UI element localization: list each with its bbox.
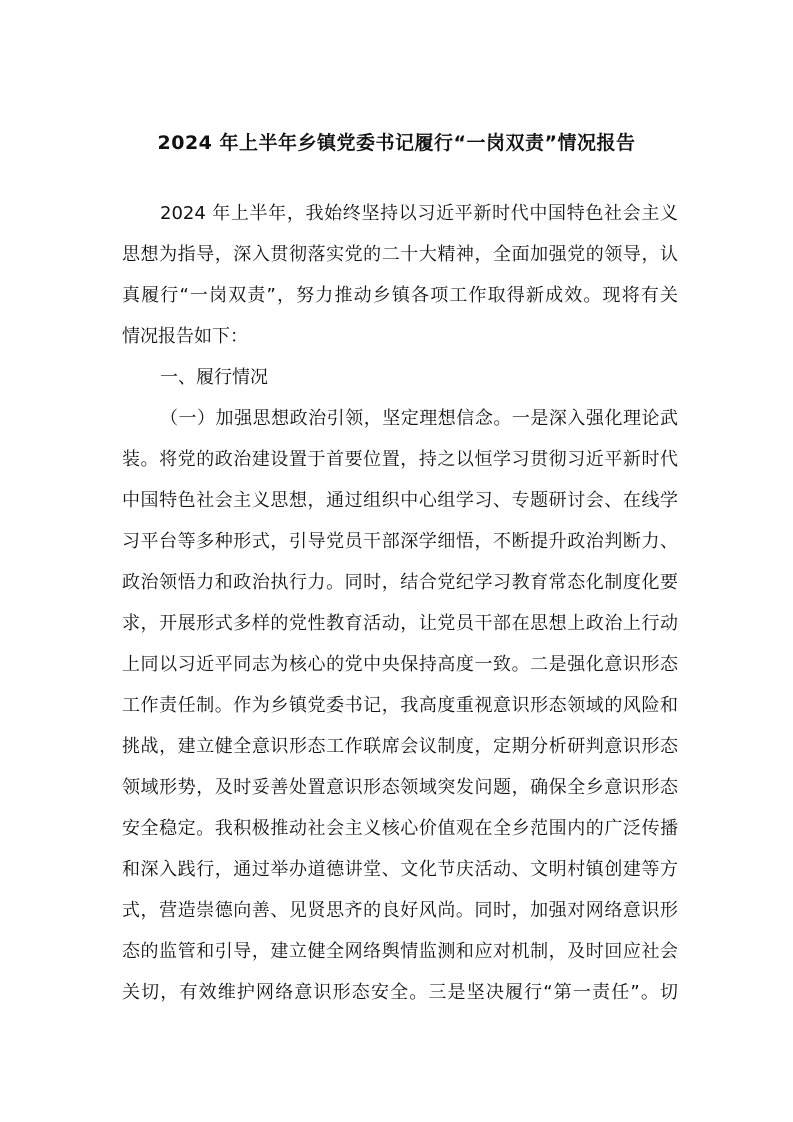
text-line: 中国特色社会主义思想，通过组织中心组学习、专题研讨会、在线学 (122, 490, 678, 511)
text-line: 政治领悟力和政治执行力。同时，结合党纪学习教育常态化制度化要 (122, 572, 678, 593)
text-line: 装。将党的政治建设置于首要位置，持之以恒学习贯彻习近平新时代 (122, 449, 678, 470)
text-line: 态的监管和引导，建立健全网络舆情监测和应对机制，及时回应社会 (122, 941, 678, 962)
body-paragraph (122, 398, 678, 1013)
section-heading (122, 357, 678, 398)
text-line: 情况报告如下： (122, 326, 248, 347)
text-line: 挑战，建立健全意识形态工作联席会议制度，定期分析研判意识形态 (122, 736, 678, 757)
intro-paragraph (122, 193, 678, 357)
document-body (122, 193, 678, 1013)
text-line: 真履行“一岗双责”，努力推动乡镇各项工作取得新成效。现将有关 (122, 285, 678, 306)
text-line: 关切，有效维护网络意识形态安全。三是坚决履行“第一责任”。切 (122, 982, 678, 1003)
text-line: 式，营造崇德向善、见贤思齐的良好风尚。同时，加强对网络意识形 (122, 900, 678, 921)
text-line: 安全稳定。我积极推动社会主义核心价值观在全乡范围内的广泛传播 (122, 818, 678, 839)
text-line: 和深入践行，通过举办道德讲堂、文化节庆活动、文明村镇创建等方 (122, 859, 678, 880)
text-line: 2024 年上半年，我始终坚持以习近平新时代中国特色社会主义 (160, 203, 678, 224)
text-line: 求，开展形式多样的党性教育活动，让党员干部在思想上政治上行动 (122, 613, 678, 634)
text-line: 习平台等多种形式，引导党员干部深学细悟，不断提升政治判断力、 (122, 531, 678, 552)
text-line: 思想为指导，深入贯彻落实党的二十大精神，全面加强党的领导，认 (122, 244, 678, 265)
text-line: 工作责任制。作为乡镇党委书记，我高度重视意识形态领域的风险和 (122, 695, 678, 716)
text-line: 一、履行情况 (160, 367, 268, 388)
text-line: （一）加强思想政治引领，坚定理想信念。一是深入强化理论武 (160, 408, 678, 429)
text-line: 上同以习近平同志为核心的党中央保持高度一致。二是强化意识形态 (122, 654, 678, 675)
text-line: 领域形势，及时妥善处置意识形态领域突发问题，确保全乡意识形态 (122, 777, 678, 798)
document-title: 2024 年上半年乡镇党委书记履行“一岗双责”情况报告 (157, 132, 636, 154)
